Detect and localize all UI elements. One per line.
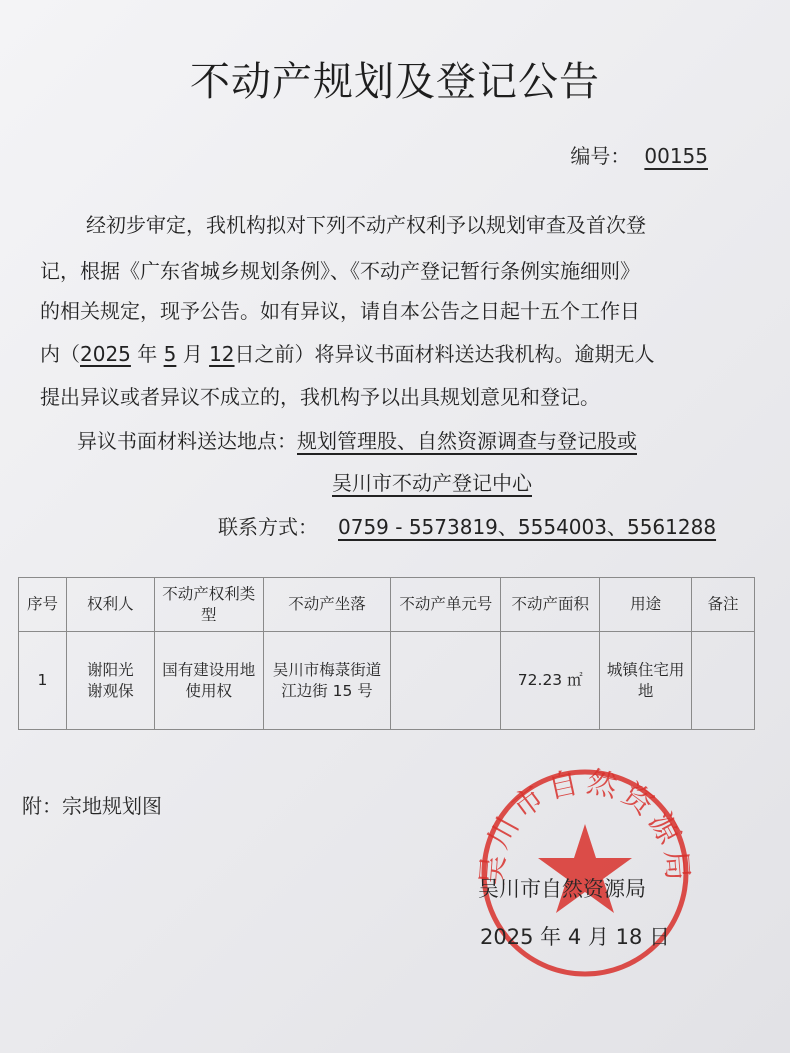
deadline-month: 5 (163, 342, 177, 366)
body-line-2: 记，根据《广东省城乡规划条例》、《不动产登记暂行条例实施细则》 (40, 259, 640, 283)
table-header-cell: 不动产权利类型 (154, 578, 263, 632)
table-header-cell: 不动产单元号 (391, 578, 501, 632)
serial-number (570, 140, 712, 169)
table-header-row (19, 578, 755, 632)
property-table (18, 577, 755, 730)
line4-suffix: 日之前）将异议书面材料送达我机构。逾期无人 (234, 342, 655, 366)
cell-owner (66, 632, 154, 730)
issue-year: 2025 (480, 925, 534, 949)
serial-value: 00155 (644, 144, 708, 168)
year-unit: 年 (137, 342, 158, 366)
table-header-cell: 不动产面积 (501, 578, 600, 632)
objection-address-line2 (332, 467, 532, 496)
attachment-note: 附：宗地规划图 (22, 794, 162, 818)
table-header-cell: 用途 (600, 578, 692, 632)
issue-day-unit: 日 (649, 925, 670, 949)
notice-title: 不动产规划及登记公告 (190, 59, 600, 105)
body-line-1: 经初步审定，我机构拟对下列不动产权利予以规划审查及首次登 (86, 213, 646, 237)
issue-month-unit: 月 (587, 925, 609, 949)
cell-unit-no (391, 632, 501, 730)
issue-day: 18 (615, 925, 643, 949)
issuing-organization: 吴川市自然资源局 (478, 877, 646, 901)
table-header-cell: 权利人 (66, 578, 154, 632)
cell-remark (692, 632, 755, 730)
objection-address-line1: 规划管理股、自然资源调查与登记股或 (297, 429, 637, 453)
seal-text: 吴川市自然资源局 (474, 764, 696, 887)
owner-name: 谢观保 (87, 681, 134, 700)
deadline-day: 12 (209, 342, 235, 366)
owner-name: 谢阳光 (87, 660, 134, 679)
objection-label: 异议书面材料送达地点： (77, 429, 297, 453)
contact-label: 联系方式： (218, 515, 318, 539)
table-row (19, 632, 755, 730)
table-header-cell: 序号 (19, 578, 67, 632)
line4-prefix: 内（ (40, 342, 80, 366)
table-header-cell: 备注 (692, 578, 755, 632)
cell-usage: 城镇住宅用地 (600, 632, 692, 730)
issue-month: 4 (567, 925, 582, 949)
cell-area: 72.23 ㎡ (501, 632, 600, 730)
contact-info (218, 511, 716, 540)
cell-no: 1 (19, 632, 67, 730)
body-line-3: 的相关规定，现予公告。如有异议，请自本公告之日起十五个工作日 (40, 299, 640, 323)
deadline-year: 2025 (80, 342, 131, 366)
issue-date (480, 921, 670, 951)
serial-label: 编号： (570, 144, 631, 168)
body-line-4 (40, 338, 655, 367)
objection-address-line2-text: 吴川市不动产登记中心 (332, 471, 532, 495)
objection-address (77, 425, 637, 454)
table-header-cell: 不动产坐落 (263, 578, 391, 632)
month-unit: 月 (182, 342, 203, 366)
cell-location: 吴川市梅菉街道江边街 15 号 (263, 632, 391, 730)
body-line-5: 提出异议或者异议不成立的，我机构予以出具规划意见和登记。 (40, 385, 600, 409)
contact-value: 0759 - 5573819、5554003、5561288 (338, 515, 717, 539)
issue-year-unit: 年 (540, 925, 562, 949)
cell-right-type: 国有建设用地使用权 (154, 632, 263, 730)
